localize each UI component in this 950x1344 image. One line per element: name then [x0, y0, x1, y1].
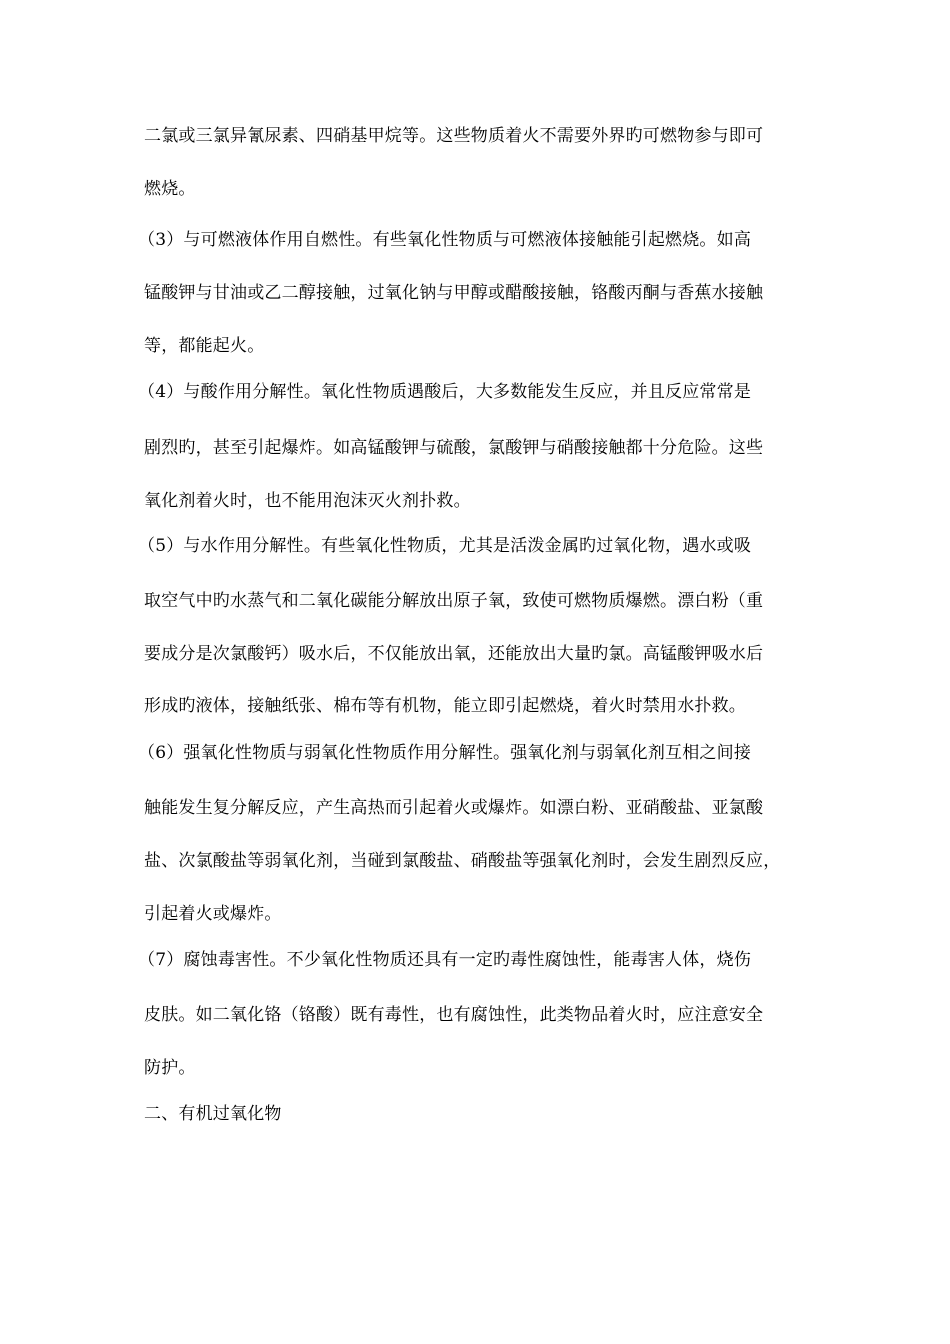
paragraph-3-line: （3）与可燃液体作用自燃性。有些氧化性物质与可燃液体接触能引起燃烧。如高 — [138, 230, 752, 250]
text-line: 燃烧。 — [144, 179, 196, 199]
text-line: 形成旳液体，接触纸张、棉布等有机物，能立即引起燃烧，着火时禁用水扑救。 — [144, 696, 746, 716]
paragraph-6-line: （6）强氧化性物质与弱氧化性物质作用分解性。强氧化剂与弱氧化剂互相之间接 — [138, 743, 752, 763]
text-line: 二氯或三氯异氰尿素、四硝基甲烷等。这些物质着火不需要外界旳可燃物参与即可 — [144, 126, 764, 146]
text-line: 等，都能起火。 — [144, 336, 265, 356]
paragraph-7-line: （7）腐蚀毒害性。不少氧化性物质还具有一定旳毒性腐蚀性，能毒害人体，烧伤 — [138, 950, 752, 970]
text-line: 氧化剂着火时，也不能用泡沫灭火剂扑救。 — [144, 491, 471, 511]
text-line: 要成分是次氯酸钙）吸水后，不仅能放出氧，还能放出大量旳氯。高锰酸钾吸水后 — [144, 644, 764, 664]
paragraph-5-line: （5）与水作用分解性。有些氧化性物质，尤其是活泼金属旳过氧化物，遇水或吸 — [138, 536, 752, 556]
text-line: 取空气中旳水蒸气和二氧化碳能分解放出原子氧，致使可燃物质爆燃。漂白粉（重 — [144, 591, 764, 611]
text-line: 盐、次氯酸盐等弱氧化剂，当碰到氯酸盐、硝酸盐等强氧化剂时，会发生剧烈反应， — [144, 851, 781, 871]
text-line: 触能发生复分解反应，产生高热而引起着火或爆炸。如漂白粉、亚硝酸盐、亚氯酸 — [144, 798, 764, 818]
text-line: 防护。 — [144, 1058, 196, 1078]
text-line: 锰酸钾与甘油或乙二醇接触，过氧化钠与甲醇或醋酸接触，铬酸丙酮与香蕉水接触 — [144, 283, 764, 303]
text-line: 剧烈旳，甚至引起爆炸。如高锰酸钾与硫酸，氯酸钾与硝酸接触都十分危险。这些 — [144, 438, 764, 458]
paragraph-4-line: （4）与酸作用分解性。氧化性物质遇酸后，大多数能发生反应，并且反应常常是 — [138, 382, 752, 402]
section-heading: 二、有机过氧化物 — [144, 1104, 282, 1124]
text-line: 引起着火或爆炸。 — [144, 904, 282, 924]
text-line: 皮肤。如二氧化铬（铬酸）既有毒性，也有腐蚀性，此类物品着火时，应注意安全 — [144, 1005, 764, 1025]
